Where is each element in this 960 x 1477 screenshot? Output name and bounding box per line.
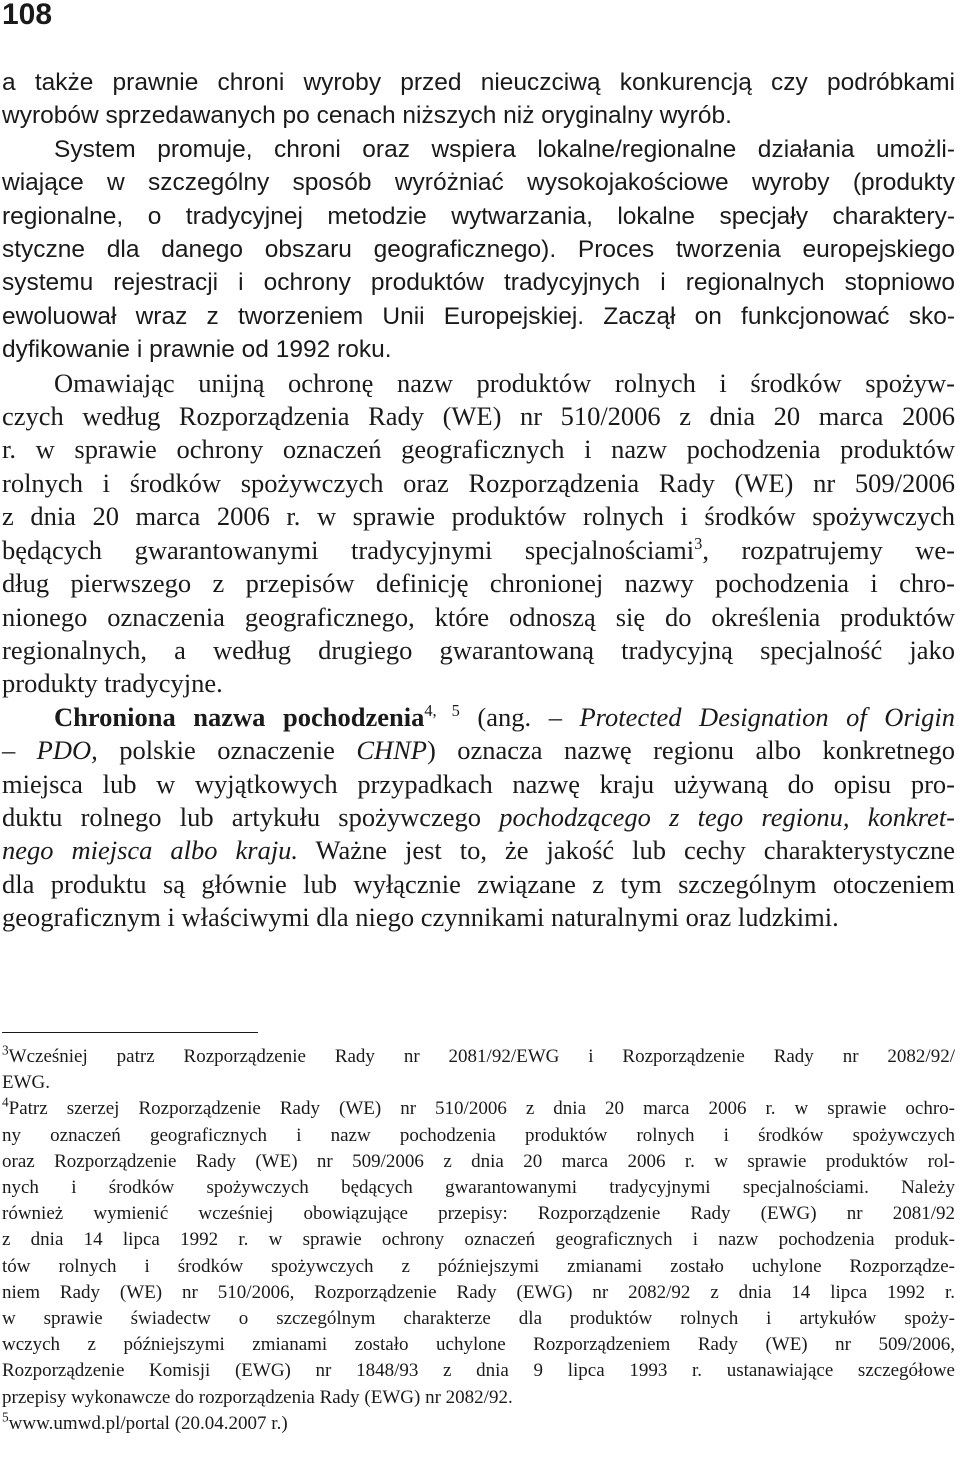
footnote-line: niem Rady (WE) nr 510/2006, Rozporządzenie Rady (EWG) nr 2082/92 z dnia 14 lipca 1992 r. <box>2 1281 955 1303</box>
footnote-line: Rozporządzenie Komisji (EWG) nr 1848/93 z dnia 9 lipca 1993 r. ustanawiające szczegółowe <box>2 1360 955 1382</box>
italic-run: – PDO, <box>2 735 98 766</box>
footnote-line: wczych z późniejszymi zmianami zostało uchylone Rozporządzeniem Rady (WE) nr 509/2006, <box>2 1334 955 1356</box>
body-line <box>2 834 955 867</box>
italic-run: pochodzącego z tego regionu, konkret- <box>499 801 956 832</box>
footnote-line <box>2 1044 955 1070</box>
text-run: ) oznacza nazwę regionu albo konkretnego <box>427 735 956 766</box>
footnote-line: również wymienić wcześniej obowiązujące przepisy: Rozporządzenie Rady (EWG) nr 2081/92 <box>2 1203 955 1225</box>
footnote-line: nych i środków spożywczych będących gwarantowanymi tradycyjnymi specjalnościami. Należy <box>2 1177 955 1199</box>
footnote-line: ny oznaczeń geograficznych i nazw pochodzenia produktów rolnych i środków spożywczych <box>2 1124 955 1146</box>
body-line: dyfikowanie i prawnie od 1992 roku. <box>2 336 392 364</box>
term-heading: Chroniona nazwa pochodzenia <box>54 701 425 732</box>
footnote-marker: 4 <box>2 1095 9 1111</box>
body-line <box>2 534 955 567</box>
italic-run: nego miejsca albo kraju. <box>2 835 299 866</box>
text-run: Wcześniej patrz Rozporządzenie Rady nr 2081/92/EWG i Rozporządzenie Rady nr 2082/92/ <box>8 1046 955 1067</box>
footnote-line <box>2 1096 955 1122</box>
text-run: polskie oznaczenie <box>97 735 357 766</box>
text-run: Patrz szerzej Rozporządzenie Rady (WE) nr 510/2006 z dnia 20 marca 2006 r. w sprawie ochro- <box>8 1098 955 1120</box>
footnote-ref[interactable]: 3 <box>694 533 703 553</box>
page-number: 108 <box>2 0 53 31</box>
body-text <box>2 66 955 935</box>
body-line: systemu rejestracji i ochrony produktów tradycyjnych i regionalnych stopniowo <box>2 269 955 297</box>
body-line: a także prawnie chroni wyroby przed nieuczciwą konkurencją czy podróbkami <box>2 69 955 96</box>
footnotes <box>2 1044 955 1437</box>
body-line: czych według Rozporządzenia Rady (WE) nr 510/2006 z dnia 20 marca 2006 <box>2 401 955 432</box>
footnote-line: w sprawie świadectw o szczególnym charakterze dla produktów rolnych i artykułów spoży- <box>2 1308 955 1330</box>
text-run: będących gwarantowanymi tradycyjnymi specjalnościami <box>2 534 695 565</box>
footnote-line <box>2 1411 955 1437</box>
text-run: duktu rolnego lub artykułu spożywczego <box>2 801 500 832</box>
body-line: wiające w szczególny sposób wyróżniać wysokojakościowe wyroby (produkty <box>2 169 955 197</box>
body-line: produkty tradycyjne. <box>2 668 223 699</box>
footnote-marker: 3 <box>2 1042 9 1058</box>
footnote-link[interactable]: www.umwd.pl/portal (20.04.2007 r.) <box>8 1412 288 1434</box>
body-line: ewoluował wraz z tworzeniem Unii Europejskiej. Zaczął on funkcjonować sko- <box>2 302 955 330</box>
footnote-line: EWG. <box>2 1072 51 1094</box>
footnote-ref[interactable]: 4, 5 <box>424 700 460 720</box>
body-line: Omawiając unijną ochronę nazw produktów rolnych i środków spożyw- <box>54 367 955 398</box>
body-line: wyrobów sprzedawanych po cenach niższych niż oryginalny wyrób. <box>2 102 732 130</box>
text-run: (ang. – <box>459 701 580 732</box>
body-line: regionalne, o tradycyjnej metodzie wytwarzania, lokalne specjały charaktery- <box>2 202 955 230</box>
footnote-line: z dnia 14 lipca 1992 r. w sprawie ochrony oznaczeń geograficznych i nazw pochodzenia produk- <box>2 1229 955 1251</box>
body-line: r. w sprawie ochrony oznaczeń geograficznych i nazw pochodzenia produktów <box>2 434 955 465</box>
footnote-line: oraz Rozporządzenie Rady (WE) nr 509/2006 z dnia 20 marca 2006 r. w sprawie produktów rol- <box>2 1150 955 1172</box>
body-line: geograficznym i właściwymi dla niego czynnikami naturalnymi oraz ludzkimi. <box>2 902 839 933</box>
footnote-divider <box>2 1032 258 1033</box>
text-run: Ważne jest to, że jakość lub cechy charakterystyczne <box>298 835 955 866</box>
body-line <box>2 734 955 767</box>
body-line: miejsca lub w wyjątkowych przypadkach nazwę kraju używaną do opisu pro- <box>2 768 955 799</box>
footnote-line: przepisy wykonawcze do rozporządzenia Rady (EWG) nr 2082/92. <box>2 1386 513 1408</box>
footnote-line: tów rolnych i środków spożywczych z późniejszymi zmianami zostało uchylone Rozporządze- <box>2 1255 955 1277</box>
body-line: nionego oznaczenia geograficznego, które odnoszą się do określenia produktów <box>2 601 955 632</box>
body-line: dług pierwszego z przepisów definicję chronionej nazwy pochodzenia i chro- <box>2 568 955 599</box>
body-line: z dnia 20 marca 2006 r. w sprawie produktów rolnych i środków spożywczych <box>2 501 955 532</box>
text-run: , rozpatrujemy we- <box>702 534 955 565</box>
body-line: dla produktu są głównie lub wyłącznie związane z tym szczególnym otoczeniem <box>2 868 955 899</box>
body-line: System promuje, chroni oraz wspiera lokalne/regionalne działania umożli- <box>54 135 955 163</box>
italic-run: Protected Designation of Origin <box>579 701 955 732</box>
footnote-marker: 5 <box>2 1409 9 1425</box>
body-line <box>2 801 955 834</box>
body-line <box>2 701 955 734</box>
body-line: styczne dla danego obszaru geograficznego). Proces tworzenia europejskiego <box>2 236 955 264</box>
italic-run: CHNP <box>356 735 427 766</box>
body-line: rolnych i środków spożywczych oraz Rozporządzenia Rady (WE) nr 509/2006 <box>2 467 955 498</box>
body-line: regionalnych, a według drugiego gwarantowaną tradycyjną specjalność jako <box>2 634 955 665</box>
